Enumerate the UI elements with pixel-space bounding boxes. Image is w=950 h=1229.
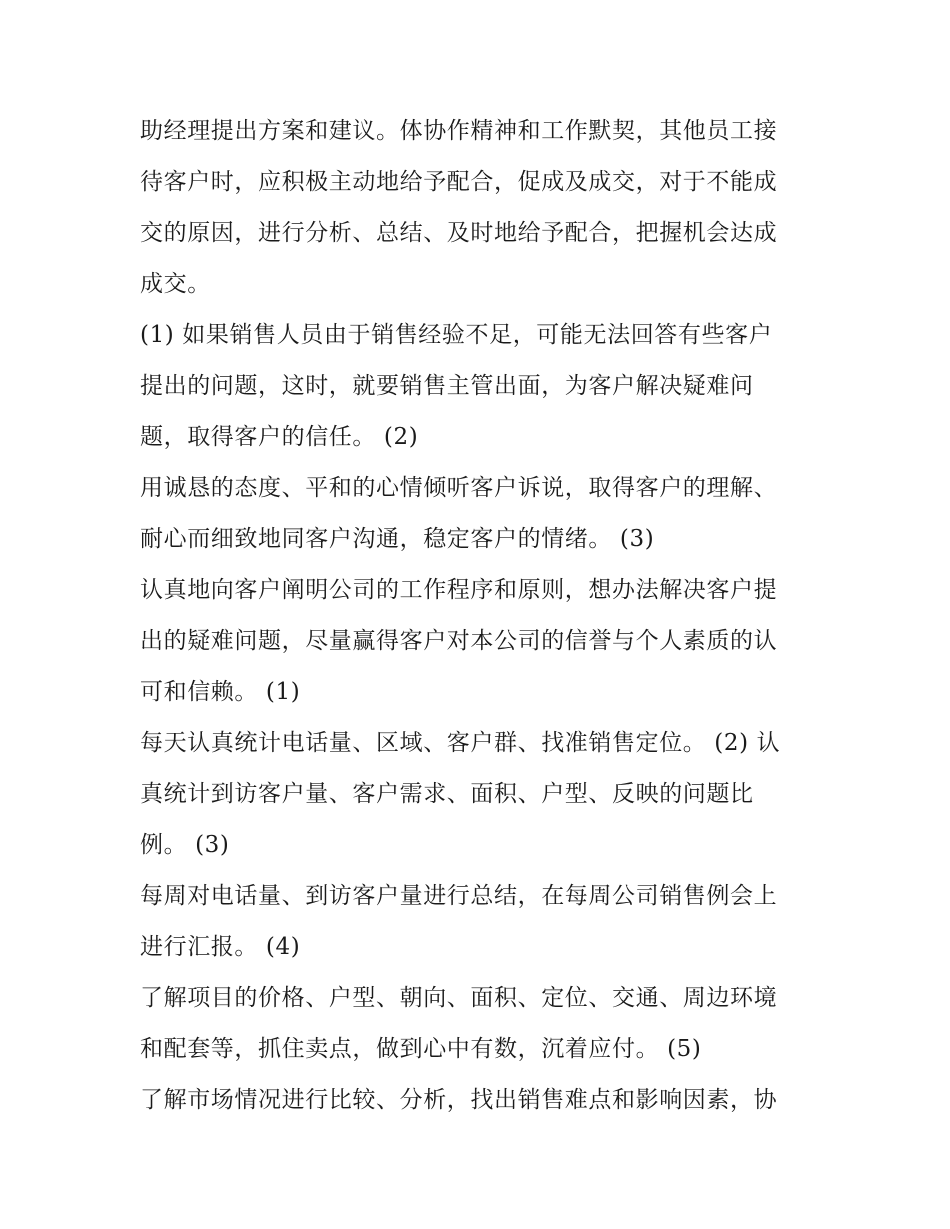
text-line: 助经理提出方案和建议。体协作精神和工作默契，其他员工接	[140, 118, 778, 144]
text-line: 了解市场情况进行比较、分析，找出销售难点和影响因素，协	[140, 1087, 778, 1113]
text-line: 耐心而细致地同客户沟通，稳定客户的情绪。 (3)	[140, 526, 655, 552]
text-line: 进行汇报。 (4)	[140, 934, 301, 960]
text-line: 认真地向客户阐明公司的工作程序和原则，想办法解决客户提	[140, 577, 778, 603]
text-line: 待客户时，应积极主动地给予配合，促成及成交，对于不能成	[140, 169, 778, 195]
text-line: 每天认真统计电话量、区域、客户群、找准销售定位。 (2) 认	[140, 730, 781, 756]
text-line: 例。 (3)	[140, 832, 230, 858]
text-line: 每周对电话量、到访客户量进行总结，在每周公司销售例会上	[140, 883, 778, 909]
text-line: 可和信赖。 (1)	[140, 679, 301, 705]
text-line: 提出的问题，这时，就要销售主管出面，为客户解决疑难问	[140, 373, 754, 399]
text-line: 用诚恳的态度、平和的心情倾听客户诉说，取得客户的理解、	[140, 475, 778, 501]
document-body	[140, 106, 820, 1126]
text-line: 交的原因，进行分析、总结、及时地给予配合，把握机会达成	[140, 220, 778, 246]
text-line: 真统计到访客户量、客户需求、面积、户型、反映的问题比	[140, 781, 754, 807]
text-line: 成交。	[140, 271, 211, 297]
text-line: (1) 如果销售人员由于销售经验不足，可能无法回答有些客户	[140, 322, 773, 348]
text-line: 题，取得客户的信任。 (2)	[140, 424, 419, 450]
text-line: 和配套等，抓住卖点，做到心中有数，沉着应付。 (5)	[140, 1036, 702, 1062]
text-line: 出的疑难问题，尽量赢得客户对本公司的信誉与个人素质的认	[140, 628, 778, 654]
text-line: 了解项目的价格、户型、朝向、面积、定位、交通、周边环境	[140, 985, 778, 1011]
